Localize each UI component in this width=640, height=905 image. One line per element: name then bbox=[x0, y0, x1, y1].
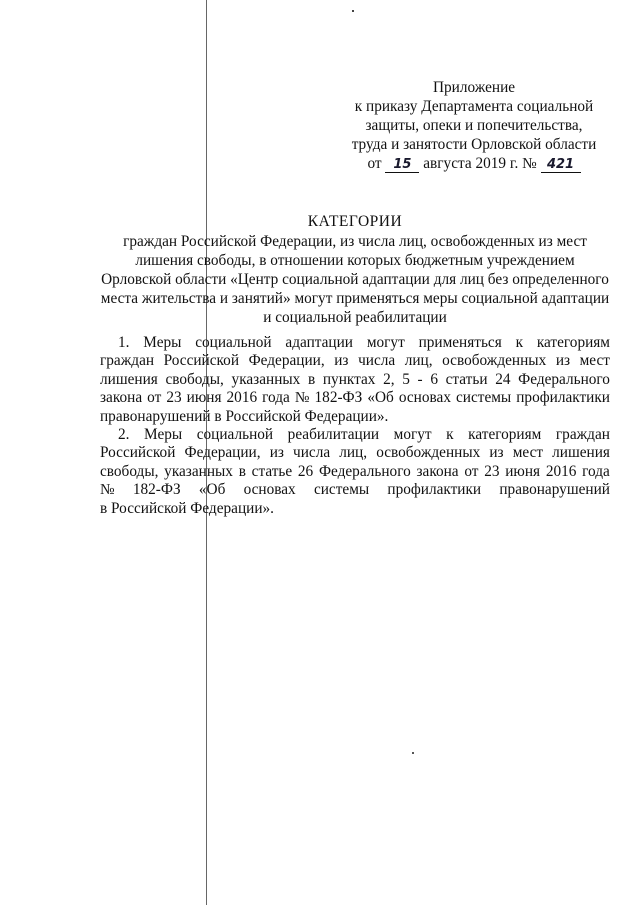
paragraph-line: 2. Меры социальной реабилитации могут к категориям граждан bbox=[118, 426, 610, 444]
paragraph-2 bbox=[100, 426, 610, 518]
subtitle-line: лишения свободы, в отношении которых бюджетным учреждением bbox=[135, 252, 575, 269]
order-reference-line: труда и занятости Орловской области bbox=[351, 136, 597, 153]
document-subtitle bbox=[100, 232, 610, 327]
paragraph-line: лишения свободы, указанных в пунктах 2, 5 - 6 статьи 24 Федерального bbox=[100, 370, 610, 388]
paragraph-line: № 182-ФЗ «Об основах системы профилактики правонарушений bbox=[100, 481, 610, 499]
order-reference-line: к приказу Департамента социальной bbox=[354, 98, 594, 115]
appendix-label: Приложение bbox=[432, 79, 516, 96]
date-prefix: от bbox=[367, 155, 382, 172]
order-date-line bbox=[340, 154, 608, 173]
paragraph-line: закона от 23 июня 2016 года № 182-ФЗ «Об основах системы профилактики bbox=[100, 389, 610, 407]
paragraph-line: свободы, указанных в статье 26 Федерального закона от 23 июня 2016 года bbox=[100, 462, 610, 480]
paragraph-line: граждан Российской Федерации, из числа лиц, освобожденных из мест bbox=[100, 352, 610, 370]
paragraph-line: 1. Меры социальной адаптации могут применяться к категориям bbox=[118, 334, 610, 351]
paragraph-1 bbox=[100, 334, 610, 426]
date-day-handwritten: 15 bbox=[385, 158, 419, 173]
subtitle-line: Орловской области «Центр социальной адаптации для лиц без определенного bbox=[101, 271, 609, 288]
scan-artifact-dot bbox=[352, 10, 354, 12]
subtitle-line: и социальной реабилитации bbox=[263, 309, 447, 326]
order-reference-line: защиты, опеки и попечительства, bbox=[365, 117, 583, 134]
paragraph-line: правонарушений в Российской Федерации». bbox=[100, 407, 389, 425]
appendix-header bbox=[340, 78, 608, 173]
paragraph-line: в Российской Федерации». bbox=[100, 499, 274, 517]
subtitle-line: места жительства и занятий» могут применяться меры социальной адаптации bbox=[100, 290, 610, 307]
order-number-handwritten: 421 bbox=[541, 158, 581, 173]
date-month-year: августа 2019 г. № bbox=[423, 155, 537, 172]
document-title: КАТЕГОРИИ bbox=[307, 213, 403, 230]
document-body bbox=[100, 334, 610, 518]
paragraph-line: Российской Федерации, из числа лиц, освобожденных из мест лишения bbox=[100, 444, 610, 462]
subtitle-line: граждан Российской Федерации, из числа лиц, освобожденных из мест bbox=[123, 233, 587, 250]
scan-artifact-dot bbox=[412, 752, 414, 754]
